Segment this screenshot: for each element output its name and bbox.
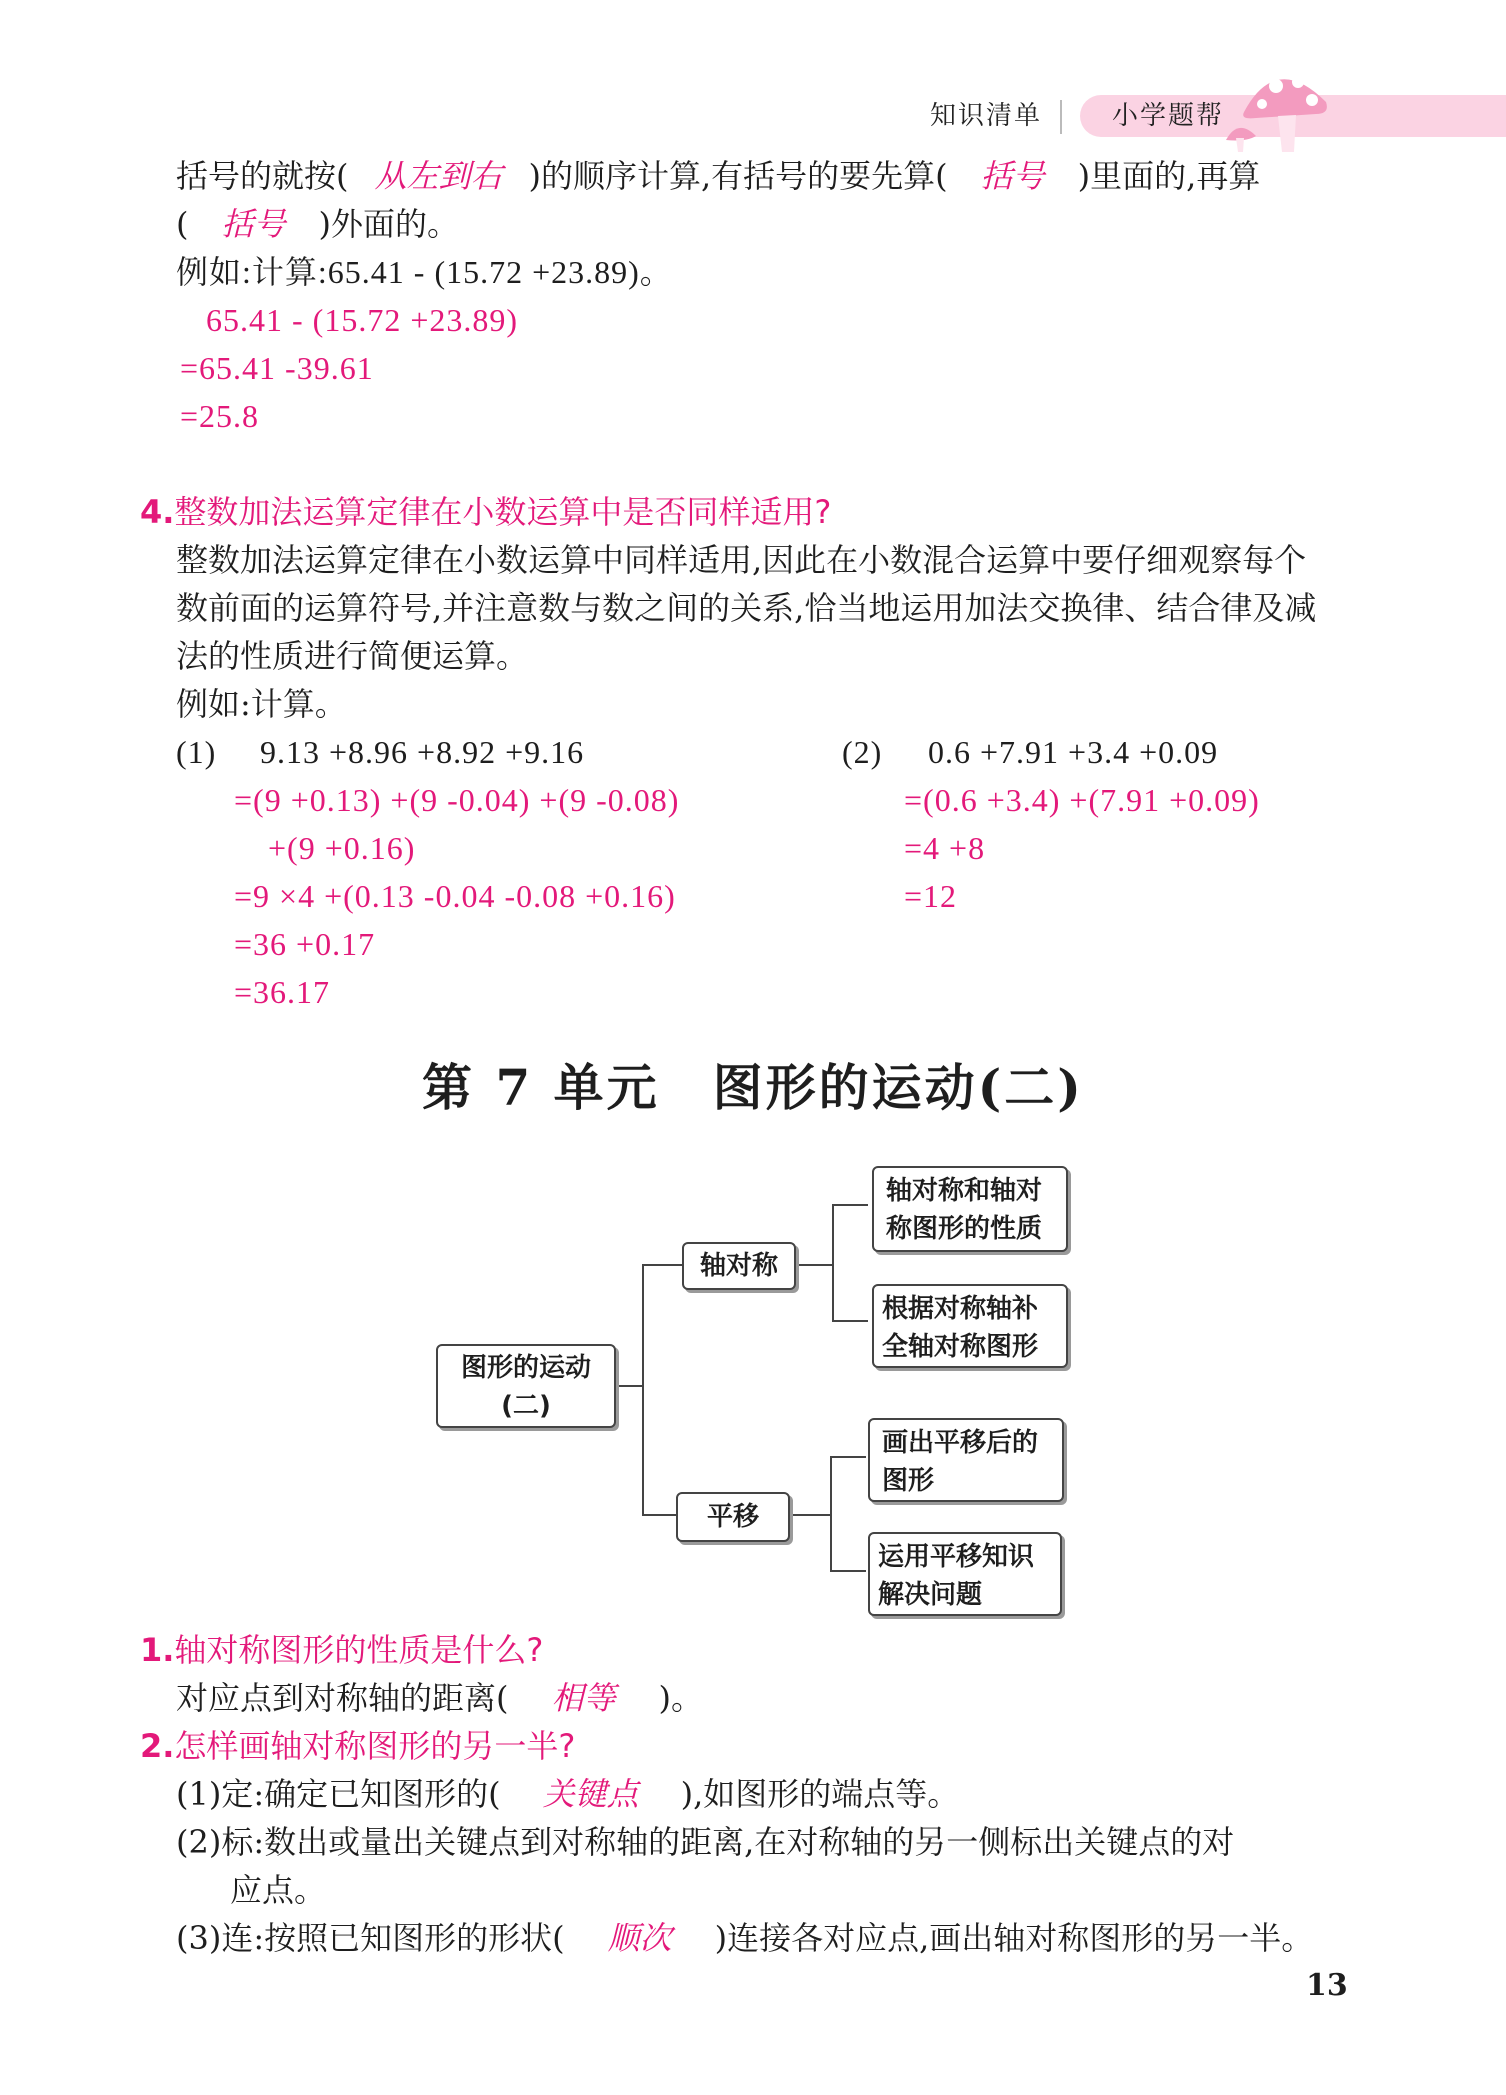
mindmap-leaf: 轴对称和轴对 称图形的性质	[872, 1166, 1068, 1252]
example-2-label: (2)	[842, 734, 883, 770]
q4-body-line: 整数加法运算定律在小数运算中同样适用,因此在小数混合运算中要仔细观察每个	[176, 541, 1307, 579]
answer-fill: 括号	[221, 205, 286, 243]
s2-item-1: (1)定:确定已知图形的( 关键点 ),如图形的端点等。	[176, 1775, 960, 1813]
example-2-step: =(0.6 +3.4) +(7.91 +0.09)	[904, 782, 1260, 818]
mindmap-root: 图形的运动 (二)	[436, 1344, 616, 1428]
mindmap-leaf: 画出平移后的 图形	[868, 1418, 1064, 1502]
example-2-step: =12	[904, 878, 958, 914]
example-1-label: (1)	[176, 734, 217, 770]
connector-line	[832, 1204, 834, 1320]
mushroom-icon	[1226, 52, 1346, 152]
connector-line	[830, 1456, 832, 1570]
example-1-step: =36 +0.17	[234, 926, 376, 962]
header-divider	[1060, 100, 1062, 134]
mindmap-branch-axial-symmetry: 轴对称	[682, 1242, 796, 1290]
mindmap-leaf: 根据对称轴补 全轴对称图形	[872, 1284, 1068, 1368]
q4-example: 例如:计算。	[176, 685, 347, 723]
answer-fill: 从左到右	[374, 157, 503, 195]
page-number: 13	[1306, 1968, 1348, 2003]
question-heading: 4.整数加法运算定律在小数运算中是否同样适用?	[140, 493, 832, 531]
connector-line	[796, 1264, 832, 1266]
answer-fill: 相等	[551, 1679, 616, 1717]
answer-fill: 括号	[980, 157, 1045, 195]
example-1-step: +(9 +0.16)	[268, 830, 416, 866]
s2-item-2: (2)标:数出或量出关键点到对称轴的距离,在对称轴的另一侧标出关键点的对	[176, 1823, 1235, 1861]
intro-line-1: 括号的就按( 从左到右 )的顺序计算,有括号的要先算( 括号 )里面的,再算	[176, 157, 1261, 195]
s2-item-3: (3)连:按照已知图形的形状( 顺次 )连接各对应点,画出轴对称图形的另一半。	[176, 1919, 1314, 1957]
example-1-step: =9 ×4 +(0.13 -0.04 -0.08 +0.16)	[234, 878, 676, 914]
header-section: 知识清单	[930, 101, 1043, 131]
unit-title: 第 7 单元 图形的运动(二)	[422, 1058, 1084, 1117]
connector-line	[642, 1264, 682, 1266]
connector-line	[642, 1264, 644, 1514]
s1-answer: 对应点到对称轴的距离( 相等 )。	[176, 1679, 703, 1717]
mindmap-leaf: 运用平移知识 解决问题	[868, 1532, 1062, 1616]
example-2-step: =4 +8	[904, 830, 986, 866]
header-brand: 小学题帮	[1112, 101, 1225, 131]
connector-line	[790, 1514, 830, 1516]
answer-fill: 关键点	[542, 1775, 639, 1813]
example-2-expression: 0.6 +7.91 +3.4 +0.09	[928, 734, 1219, 770]
connector-line	[830, 1570, 866, 1572]
s2-item-2-cont: 应点。	[230, 1871, 327, 1909]
answer-fill: 顺次	[607, 1919, 672, 1957]
connector-line	[642, 1514, 676, 1516]
intro-step: =65.41 -39.61	[180, 350, 374, 386]
question-heading: 2.怎样画轴对称图形的另一半?	[140, 1727, 576, 1765]
intro-example: 例如:计算:65.41 - (15.72 +23.89)。	[176, 254, 673, 290]
intro-step: =25.8	[180, 398, 260, 434]
mindmap-branch-translation: 平移	[676, 1492, 790, 1542]
question-heading: 1.轴对称图形的性质是什么?	[140, 1631, 544, 1669]
example-1-step: =(9 +0.13) +(9 -0.04) +(9 -0.08)	[234, 782, 680, 818]
example-1-expression: 9.13 +8.96 +8.92 +9.16	[260, 734, 585, 770]
q4-body-line: 数前面的运算符号,并注意数与数之间的关系,恰当地运用加法交换律、结合律及减	[176, 589, 1317, 627]
q4-body-line: 法的性质进行简便运算。	[176, 637, 529, 675]
intro-line-2: ( 括号 )外面的。	[176, 205, 459, 243]
connector-line	[832, 1204, 868, 1206]
example-1-step: =36.17	[234, 974, 331, 1010]
connector-line	[830, 1456, 866, 1458]
intro-step: 65.41 - (15.72 +23.89)	[206, 302, 519, 338]
connector-line	[832, 1320, 868, 1322]
connector-line	[616, 1385, 642, 1387]
